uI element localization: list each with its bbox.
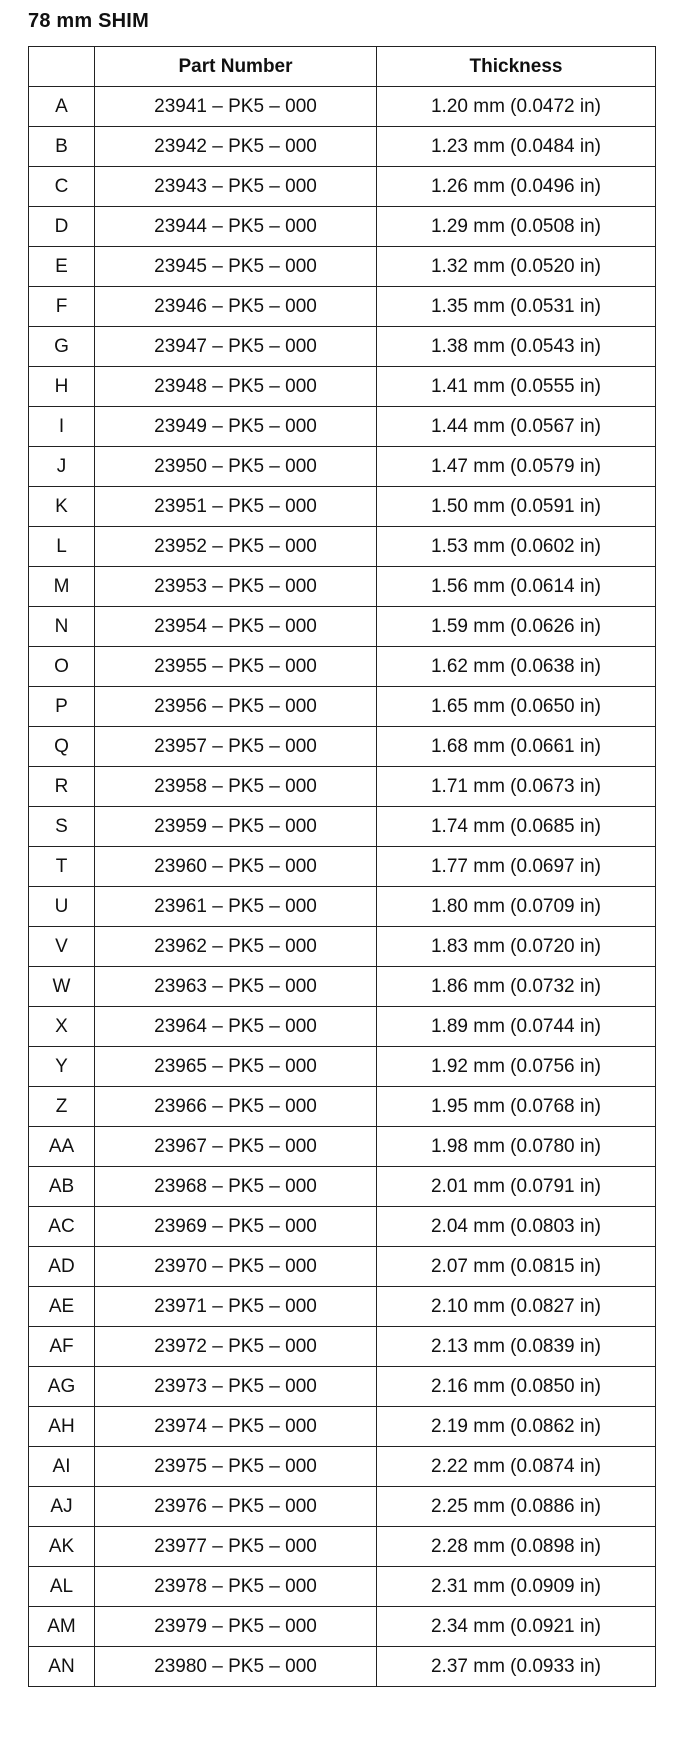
cell-code: AI: [29, 1447, 95, 1487]
table-row: [29, 1247, 656, 1287]
table-row: [29, 1007, 656, 1047]
cell-code: D: [29, 207, 95, 247]
cell-part-number: 23956 – PK5 – 000: [95, 687, 377, 727]
cell-thickness: 2.13 mm (0.0839 in): [377, 1327, 656, 1367]
cell-thickness: 1.59 mm (0.0626 in): [377, 607, 656, 647]
cell-thickness: 1.62 mm (0.0638 in): [377, 647, 656, 687]
cell-thickness: 1.38 mm (0.0543 in): [377, 327, 656, 367]
cell-code: R: [29, 767, 95, 807]
table-row: [29, 1487, 656, 1527]
cell-part-number: 23941 – PK5 – 000: [95, 87, 377, 127]
cell-thickness: 1.23 mm (0.0484 in): [377, 127, 656, 167]
table-body: [29, 87, 656, 1687]
cell-part-number: 23957 – PK5 – 000: [95, 727, 377, 767]
cell-code: J: [29, 447, 95, 487]
cell-thickness: 2.28 mm (0.0898 in): [377, 1527, 656, 1567]
table-row: [29, 207, 656, 247]
cell-code: AF: [29, 1327, 95, 1367]
cell-code: Y: [29, 1047, 95, 1087]
cell-thickness: 1.83 mm (0.0720 in): [377, 927, 656, 967]
cell-part-number: 23974 – PK5 – 000: [95, 1407, 377, 1447]
table-row: [29, 1047, 656, 1087]
cell-part-number: 23942 – PK5 – 000: [95, 127, 377, 167]
cell-code: X: [29, 1007, 95, 1047]
table-row: [29, 327, 656, 367]
cell-code: AK: [29, 1527, 95, 1567]
cell-part-number: 23953 – PK5 – 000: [95, 567, 377, 607]
cell-code: AM: [29, 1607, 95, 1647]
table-row: [29, 1527, 656, 1567]
cell-thickness: 1.92 mm (0.0756 in): [377, 1047, 656, 1087]
table-row: [29, 887, 656, 927]
table-row: [29, 1127, 656, 1167]
cell-part-number: 23950 – PK5 – 000: [95, 447, 377, 487]
cell-thickness: 2.07 mm (0.0815 in): [377, 1247, 656, 1287]
cell-thickness: 1.77 mm (0.0697 in): [377, 847, 656, 887]
cell-part-number: 23970 – PK5 – 000: [95, 1247, 377, 1287]
cell-code: V: [29, 927, 95, 967]
cell-thickness: 1.41 mm (0.0555 in): [377, 367, 656, 407]
cell-code: K: [29, 487, 95, 527]
table-row: [29, 1287, 656, 1327]
cell-thickness: 1.98 mm (0.0780 in): [377, 1127, 656, 1167]
cell-part-number: 23965 – PK5 – 000: [95, 1047, 377, 1087]
table-row: [29, 567, 656, 607]
cell-code: T: [29, 847, 95, 887]
cell-thickness: 1.29 mm (0.0508 in): [377, 207, 656, 247]
cell-thickness: 2.31 mm (0.0909 in): [377, 1567, 656, 1607]
table-row: [29, 527, 656, 567]
header-code: [29, 47, 95, 87]
table-row: [29, 687, 656, 727]
cell-part-number: 23948 – PK5 – 000: [95, 367, 377, 407]
cell-part-number: 23952 – PK5 – 000: [95, 527, 377, 567]
table-row: [29, 127, 656, 167]
cell-thickness: 1.35 mm (0.0531 in): [377, 287, 656, 327]
cell-part-number: 23954 – PK5 – 000: [95, 607, 377, 647]
cell-code: M: [29, 567, 95, 607]
cell-thickness: 1.32 mm (0.0520 in): [377, 247, 656, 287]
cell-code: Q: [29, 727, 95, 767]
cell-code: U: [29, 887, 95, 927]
cell-thickness: 2.16 mm (0.0850 in): [377, 1367, 656, 1407]
cell-part-number: 23977 – PK5 – 000: [95, 1527, 377, 1567]
table-row: [29, 167, 656, 207]
cell-part-number: 23945 – PK5 – 000: [95, 247, 377, 287]
cell-thickness: 1.71 mm (0.0673 in): [377, 767, 656, 807]
cell-thickness: 2.34 mm (0.0921 in): [377, 1607, 656, 1647]
table-row: [29, 407, 656, 447]
table-row: [29, 1087, 656, 1127]
table-row: [29, 1567, 656, 1607]
cell-part-number: 23967 – PK5 – 000: [95, 1127, 377, 1167]
cell-part-number: 23978 – PK5 – 000: [95, 1567, 377, 1607]
cell-thickness: 2.04 mm (0.0803 in): [377, 1207, 656, 1247]
table-row: [29, 1407, 656, 1447]
cell-code: AD: [29, 1247, 95, 1287]
cell-thickness: 2.01 mm (0.0791 in): [377, 1167, 656, 1207]
table-row: [29, 1647, 656, 1687]
cell-thickness: 2.22 mm (0.0874 in): [377, 1447, 656, 1487]
cell-thickness: 1.44 mm (0.0567 in): [377, 407, 656, 447]
cell-code: S: [29, 807, 95, 847]
cell-part-number: 23958 – PK5 – 000: [95, 767, 377, 807]
cell-part-number: 23979 – PK5 – 000: [95, 1607, 377, 1647]
cell-part-number: 23976 – PK5 – 000: [95, 1487, 377, 1527]
table-row: [29, 1447, 656, 1487]
table-row: [29, 87, 656, 127]
cell-code: P: [29, 687, 95, 727]
cell-thickness: 2.37 mm (0.0933 in): [377, 1647, 656, 1687]
table-row: [29, 807, 656, 847]
table-row: [29, 767, 656, 807]
cell-code: AJ: [29, 1487, 95, 1527]
cell-code: Z: [29, 1087, 95, 1127]
table-row: [29, 447, 656, 487]
cell-part-number: 23960 – PK5 – 000: [95, 847, 377, 887]
cell-part-number: 23961 – PK5 – 000: [95, 887, 377, 927]
cell-part-number: 23980 – PK5 – 000: [95, 1647, 377, 1687]
cell-part-number: 23959 – PK5 – 000: [95, 807, 377, 847]
cell-part-number: 23973 – PK5 – 000: [95, 1367, 377, 1407]
table-row: [29, 647, 656, 687]
cell-code: A: [29, 87, 95, 127]
table-row: [29, 927, 656, 967]
header-part-number: Part Number: [95, 47, 377, 87]
cell-code: B: [29, 127, 95, 167]
cell-code: L: [29, 527, 95, 567]
cell-thickness: 1.53 mm (0.0602 in): [377, 527, 656, 567]
cell-code: AC: [29, 1207, 95, 1247]
cell-part-number: 23944 – PK5 – 000: [95, 207, 377, 247]
table-row: [29, 287, 656, 327]
table-row: [29, 727, 656, 767]
cell-part-number: 23962 – PK5 – 000: [95, 927, 377, 967]
cell-code: AA: [29, 1127, 95, 1167]
table-row: [29, 487, 656, 527]
table-header: [29, 47, 656, 87]
cell-code: AB: [29, 1167, 95, 1207]
cell-thickness: 1.20 mm (0.0472 in): [377, 87, 656, 127]
cell-part-number: 23968 – PK5 – 000: [95, 1167, 377, 1207]
cell-thickness: 1.56 mm (0.0614 in): [377, 567, 656, 607]
table-row: [29, 1607, 656, 1647]
cell-thickness: 1.68 mm (0.0661 in): [377, 727, 656, 767]
cell-code: F: [29, 287, 95, 327]
table-row: [29, 967, 656, 1007]
cell-part-number: 23971 – PK5 – 000: [95, 1287, 377, 1327]
cell-thickness: 1.80 mm (0.0709 in): [377, 887, 656, 927]
cell-code: H: [29, 367, 95, 407]
cell-code: AG: [29, 1367, 95, 1407]
cell-code: AE: [29, 1287, 95, 1327]
page-title: 78 mm SHIM: [28, 10, 149, 32]
cell-thickness: 1.47 mm (0.0579 in): [377, 447, 656, 487]
cell-code: AN: [29, 1647, 95, 1687]
cell-part-number: 23972 – PK5 – 000: [95, 1327, 377, 1367]
table-row: [29, 1327, 656, 1367]
cell-code: I: [29, 407, 95, 447]
cell-part-number: 23949 – PK5 – 000: [95, 407, 377, 447]
cell-part-number: 23955 – PK5 – 000: [95, 647, 377, 687]
cell-thickness: 1.26 mm (0.0496 in): [377, 167, 656, 207]
cell-code: AH: [29, 1407, 95, 1447]
cell-part-number: 23966 – PK5 – 000: [95, 1087, 377, 1127]
header-row: [29, 47, 656, 87]
cell-part-number: 23951 – PK5 – 000: [95, 487, 377, 527]
shim-table: [28, 46, 656, 1687]
cell-part-number: 23946 – PK5 – 000: [95, 287, 377, 327]
cell-part-number: 23943 – PK5 – 000: [95, 167, 377, 207]
cell-code: C: [29, 167, 95, 207]
cell-code: E: [29, 247, 95, 287]
cell-part-number: 23975 – PK5 – 000: [95, 1447, 377, 1487]
cell-code: G: [29, 327, 95, 367]
cell-part-number: 23969 – PK5 – 000: [95, 1207, 377, 1247]
cell-thickness: 2.10 mm (0.0827 in): [377, 1287, 656, 1327]
cell-code: O: [29, 647, 95, 687]
cell-thickness: 1.74 mm (0.0685 in): [377, 807, 656, 847]
cell-thickness: 2.25 mm (0.0886 in): [377, 1487, 656, 1527]
cell-thickness: 1.65 mm (0.0650 in): [377, 687, 656, 727]
cell-thickness: 1.89 mm (0.0744 in): [377, 1007, 656, 1047]
table-row: [29, 847, 656, 887]
table-row: [29, 1167, 656, 1207]
cell-part-number: 23963 – PK5 – 000: [95, 967, 377, 1007]
cell-thickness: 1.50 mm (0.0591 in): [377, 487, 656, 527]
cell-part-number: 23964 – PK5 – 000: [95, 1007, 377, 1047]
table-row: [29, 1207, 656, 1247]
cell-code: AL: [29, 1567, 95, 1607]
table-row: [29, 247, 656, 287]
cell-code: W: [29, 967, 95, 1007]
cell-thickness: 2.19 mm (0.0862 in): [377, 1407, 656, 1447]
cell-part-number: 23947 – PK5 – 000: [95, 327, 377, 367]
table-row: [29, 607, 656, 647]
cell-code: N: [29, 607, 95, 647]
table-row: [29, 367, 656, 407]
table-row: [29, 1367, 656, 1407]
cell-thickness: 1.95 mm (0.0768 in): [377, 1087, 656, 1127]
cell-thickness: 1.86 mm (0.0732 in): [377, 967, 656, 1007]
header-thickness: Thickness: [377, 47, 656, 87]
